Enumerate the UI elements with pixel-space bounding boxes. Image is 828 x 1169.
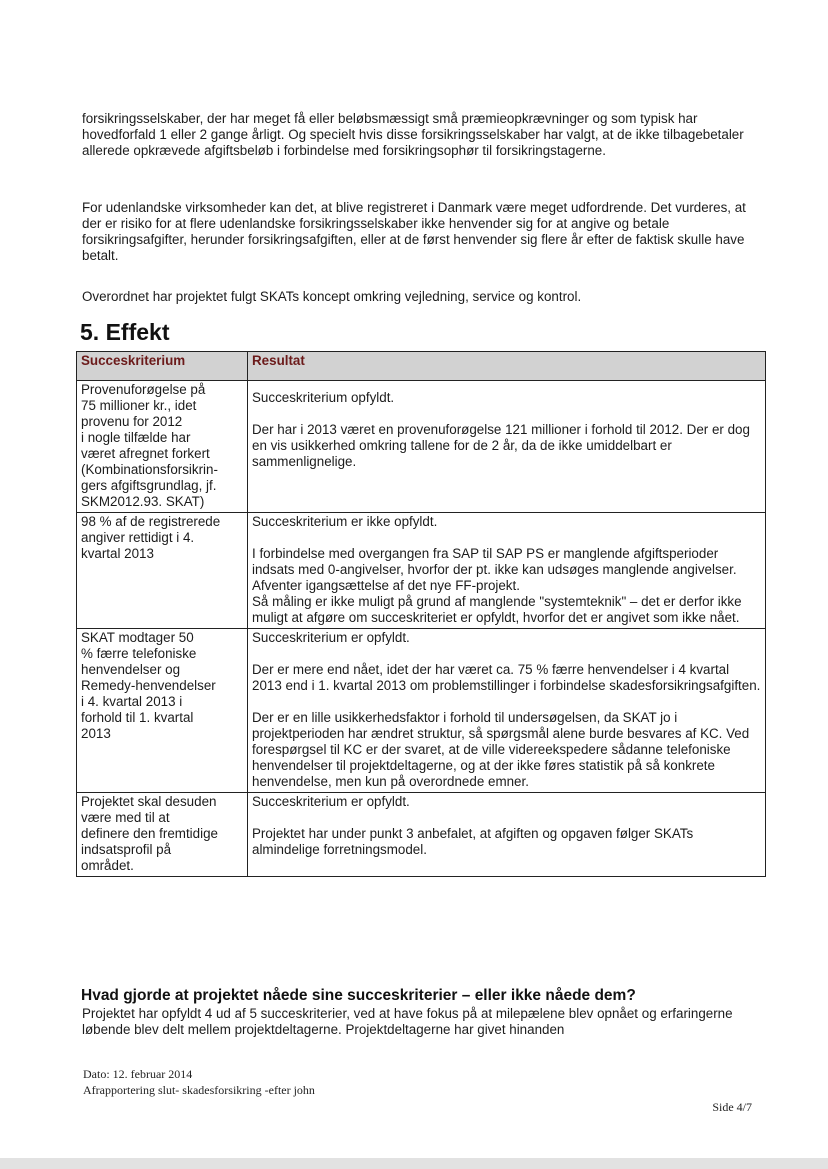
result-text: Så måling er ikke muligt på grund af manglende "systemteknik" – det er derfor ikke muligt at afgøre om succeskriteriet er opfyldt, hvorfor det er angivet som ikke nået. [252, 594, 742, 625]
result-status: Succeskriterium er opfyldt. [252, 794, 410, 809]
body-paragraph: Projektet har opfyldt 4 ud af 5 succeskriterier, ved at have fokus på at milepælene blev opnået og erfaringerne løbende blev delt mellem projektdeltagerne. Projektdeltagerne har givet hinanden [82, 1006, 733, 1037]
body-paragraph: forsikringsselskaber, der har meget få eller beløbsmæssigt små præmieopkrævninger og som typisk har hovedforfald 1 eller 2 gange årligt. Og specielt hvis disse forsikringsselskaber har valgt, at de ikke tilbagebetaler allerede opkrævede afgiftsbeløb i forbindelse med forsikringsophør til forsikringstagerne. [82, 111, 744, 158]
section-heading: 5. Effekt [80, 319, 170, 345]
result-text: Der har i 2013 været en provenuforøgelse 121 millioner i forhold til 2012. Der er dog en vis usikkerhed omkring tallene for de 2 år, da de ikke umiddelbart er sammenlignelige. [252, 422, 750, 469]
column-header-criterion: Succeskriterium [77, 352, 248, 381]
result-cell [248, 513, 766, 629]
column-header-result: Resultat [248, 352, 766, 381]
table-row [77, 629, 766, 793]
scan-edge [0, 1158, 828, 1169]
table-row [77, 381, 766, 513]
result-text: Der er en lille usikkerhedsfaktor i forhold til undersøgelsen, da SKAT jo i projektperioden har ændret struktur, så spørgsmål alene burde besvares af KC. Ved forespørgsel til KC er der svaret, at de ville videreekspedere sådanne telefoniske henvendelser til projektdeltagerne, og at der ikke føres statistik på så konkrete henvendelse, men kun på overordnede emner. [252, 710, 750, 789]
result-cell [248, 629, 766, 793]
table-row [77, 793, 766, 877]
criterion-cell: Projektet skal desuden være med til at definere den fremtidige indsatsprofil på området. [77, 793, 248, 877]
result-text: Projektet har under punkt 3 anbefalet, at afgiften og opgaven følger SKATs almindelige forretningsmodel. [252, 826, 694, 857]
footer-document-name: Afrapportering slut- skadesforsikring -efter john [83, 1083, 315, 1097]
footer-date: Dato: 12. februar 2014 [83, 1067, 193, 1081]
result-cell [248, 381, 766, 513]
effect-table [76, 351, 766, 877]
page-number: Side 4/7 [712, 1100, 752, 1114]
result-status: Succeskriterium er opfyldt. [252, 630, 410, 645]
table-row [77, 513, 766, 629]
result-text: Der er mere end nået, idet der har været ca. 75 % færre henvendelser i 4 kvartal 2013 end i 1. kvartal 2013 om problemstillinger i forbindelse skadesforsikringsafgiften. [252, 662, 761, 693]
body-paragraph: For udenlandske virksomheder kan det, at blive registreret i Danmark være meget udfordrende. Det vurderes, at der er risiko for at flere udenlandske forsikringsselskaber ikke henvender sig for at angive og betale forsikringsafgifter, herunder forsikringsafgiften, eller at de først henvender sig flere år efter de faktisk skulle have betalt. [82, 200, 746, 263]
result-status: Succeskriterium er ikke opfyldt. [252, 514, 438, 529]
table-header-row [77, 352, 766, 381]
result-status: Succeskriterium opfyldt. [252, 390, 395, 405]
criterion-cell: SKAT modtager 50 % færre telefoniske henvendelser og Remedy-henvendelser i 4. kvartal 2013 i forhold til 1. kvartal 2013 [77, 629, 248, 793]
result-text: I forbindelse med overgangen fra SAP til SAP PS er manglende afgiftsperioder indsats med 0-angivelser, hvorfor der pt. ikke kan udsøges manglende angivelser. Afventer igangsættelse af det nye FF-projekt. [252, 546, 737, 593]
criterion-cell: 98 % af de registrerede angiver rettidigt i 4. kvartal 2013 [77, 513, 248, 629]
result-cell [248, 793, 766, 877]
page-footer [83, 1066, 315, 1098]
subsection-heading: Hvad gjorde at projektet nåede sine succeskriterier – eller ikke nåede dem? [81, 987, 636, 1004]
body-paragraph: Overordnet har projektet fulgt SKATs koncept omkring vejledning, service og kontrol. [82, 289, 582, 304]
criterion-cell: Provenuforøgelse på 75 millioner kr., idet provenu for 2012 i nogle tilfælde har været afregnet forkert (Kombinationsforsikrin- gers afgiftsgrundlag, jf. SKM2012.93. SKAT) [77, 381, 248, 513]
